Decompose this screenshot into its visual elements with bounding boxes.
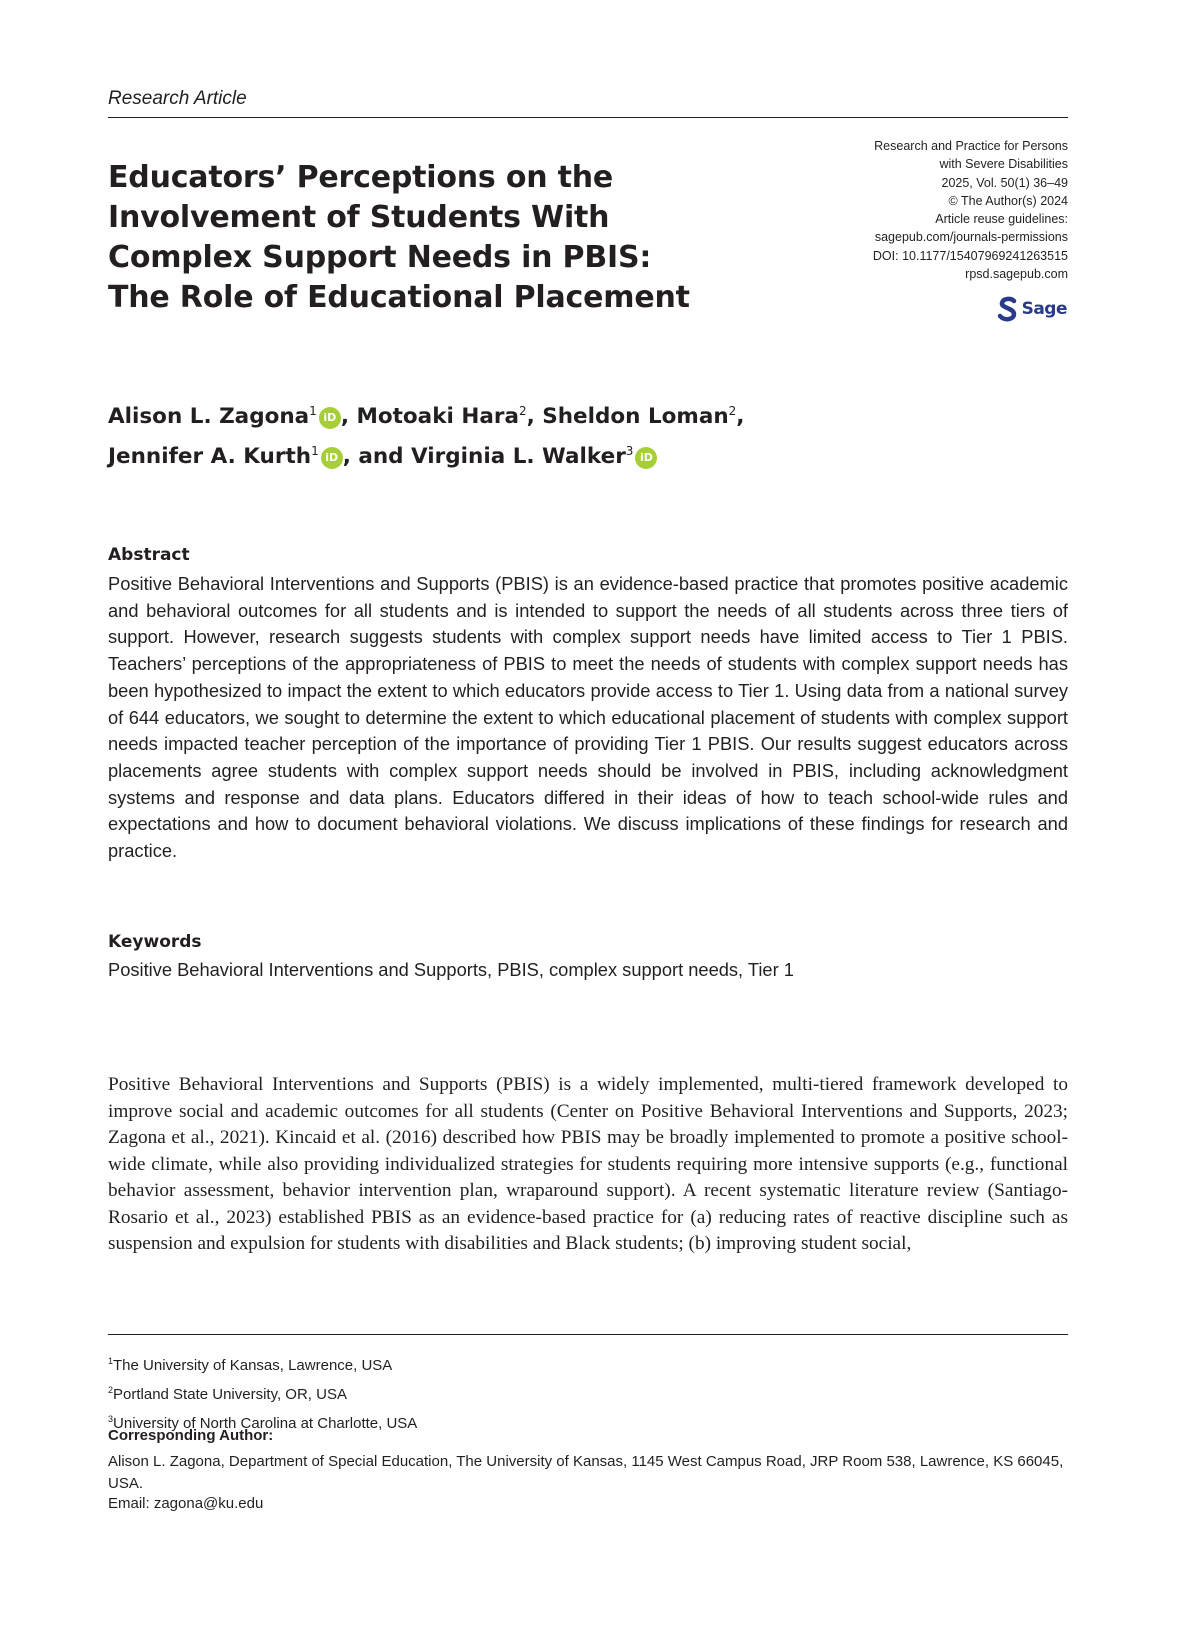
publisher-name: Sage <box>1021 299 1067 319</box>
author-name: Alison L. Zagona <box>108 404 310 429</box>
journal-site-link[interactable]: rpsd.sagepub.com <box>965 267 1068 282</box>
abstract-text: Positive Behavioral Interventions and Supports (PBIS) is an evidence-based practice that promotes positive academic and behavioral outcomes for all students and is intended to support the needs of all students across three tiers of support. However, research suggests students with complex support needs have limited access to Tier 1 PBIS. Teachers’ perceptions of the appropriateness of PBIS to meet the needs of students with complex support needs has been hypothesized to impact the extent to which educators provide access to Tier 1. Using data from a national survey of 644 educators, we sought to determine the extent to which educational placement of students with complex support needs impacted teacher perception of the importance of providing Tier 1 PBIS. Our results suggest educators across placements agree students with complex support needs should be involved in PBIS, including acknowledgment systems and response and data plans. Educators differed in their ideas of how to teach school-wide rules and expectations and how to document behavioral violations. We discuss implications of these findings for research and practice. <box>108 573 1068 862</box>
title-line: Educators’ Perceptions on the <box>108 160 614 195</box>
affiliation-text: Portland State University, OR, USA <box>113 1386 347 1403</box>
affiliation-text: University of North Carolina at Charlotte, USA <box>113 1415 418 1432</box>
reuse-label: Article reuse guidelines: <box>935 212 1068 227</box>
affiliation-number: 3 <box>108 1414 114 1424</box>
affiliation-marker: 1 <box>311 444 319 458</box>
title-line: Complex Support Needs in PBIS: <box>108 240 652 275</box>
affiliation-list <box>108 1349 417 1436</box>
permissions-link[interactable]: sagepub.com/journals-permissions <box>874 230 1068 245</box>
orcid-icon[interactable]: iD <box>319 407 341 429</box>
affiliation-number: 1 <box>108 1356 114 1366</box>
affiliation-marker: 3 <box>625 444 634 458</box>
publisher-logo <box>997 296 1067 322</box>
author-list <box>108 394 808 474</box>
author-name: Jennifer A. Kurth <box>108 444 312 469</box>
corresponding-author-email[interactable]: Email: zagona@ku.edu <box>108 1495 264 1512</box>
doi-link[interactable]: DOI: 10.1177/15407969241263515 <box>872 248 1068 263</box>
journal-name-line: with Severe Disabilities <box>939 157 1068 172</box>
article-title <box>108 158 748 318</box>
body-paragraph: Positive Behavioral Interventions and Supports (PBIS) is a widely implemented, multi-tiered framework developed to improve social and academic outcomes for all students (Center on Positive Behavioral Interventions and Supports, 2023; Zagona et al., 2021). Kincaid et al. (2016) described how PBIS may be broadly implemented to promote a positive school-wide climate, while also providing individualized strategies for students requiring more intensive supports (e.g., functional behavior assessment, behavior intervention plan, wraparound support). A recent systematic literature review (Santiago-Rosario et al., 2023) established PBIS as an evidence-based practice for (a) reducing rates of reactive discipline such as suspension and expulsion for students with disabilities and Black students; (b) improving student social, <box>108 1074 1068 1254</box>
journal-metadata <box>808 137 1068 283</box>
author-name: , and Virginia L. Walker <box>342 444 626 469</box>
sage-s-icon <box>997 296 1019 322</box>
author-name: , Motoaki Hara <box>340 404 519 429</box>
volume-info: 2025, Vol. 50(1) 36–49 <box>941 175 1068 190</box>
affiliation-text: The University of Kansas, Lawrence, USA <box>113 1357 393 1374</box>
affiliation-number: 2 <box>108 1385 114 1395</box>
abstract-heading: Abstract <box>108 545 190 565</box>
corresponding-author-address: Alison L. Zagona, Department of Special Education, The University of Kansas, 1145 West Campus Road, JRP Room 538, Lawrence, KS 66045, USA. <box>108 1453 1064 1492</box>
copyright-line: © The Author(s) 2024 <box>948 193 1068 208</box>
corresponding-author-heading: Corresponding Author: <box>108 1427 274 1444</box>
orcid-icon[interactable]: iD <box>635 447 657 469</box>
author-name: , Sheldon Loman <box>526 404 729 429</box>
affiliation-item <box>108 1378 417 1407</box>
keywords-text: Positive Behavioral Interventions and Supports, PBIS, complex support needs, Tier 1 <box>108 959 794 980</box>
affiliation-marker: 2 <box>518 404 527 418</box>
footnote-divider <box>108 1334 1068 1335</box>
title-line: Involvement of Students With <box>108 200 610 235</box>
article-type-label: Research Article <box>108 88 247 109</box>
journal-name-line: Research and Practice for Persons <box>874 139 1068 153</box>
keywords-heading: Keywords <box>108 932 202 952</box>
affiliation-marker: 1 <box>309 404 317 418</box>
author-separator: , <box>736 404 745 429</box>
header-divider <box>108 117 1068 118</box>
affiliation-marker: 2 <box>728 404 737 418</box>
affiliation-item <box>108 1349 417 1378</box>
orcid-icon[interactable]: iD <box>321 447 343 469</box>
title-line: The Role of Educational Placement <box>108 280 690 315</box>
